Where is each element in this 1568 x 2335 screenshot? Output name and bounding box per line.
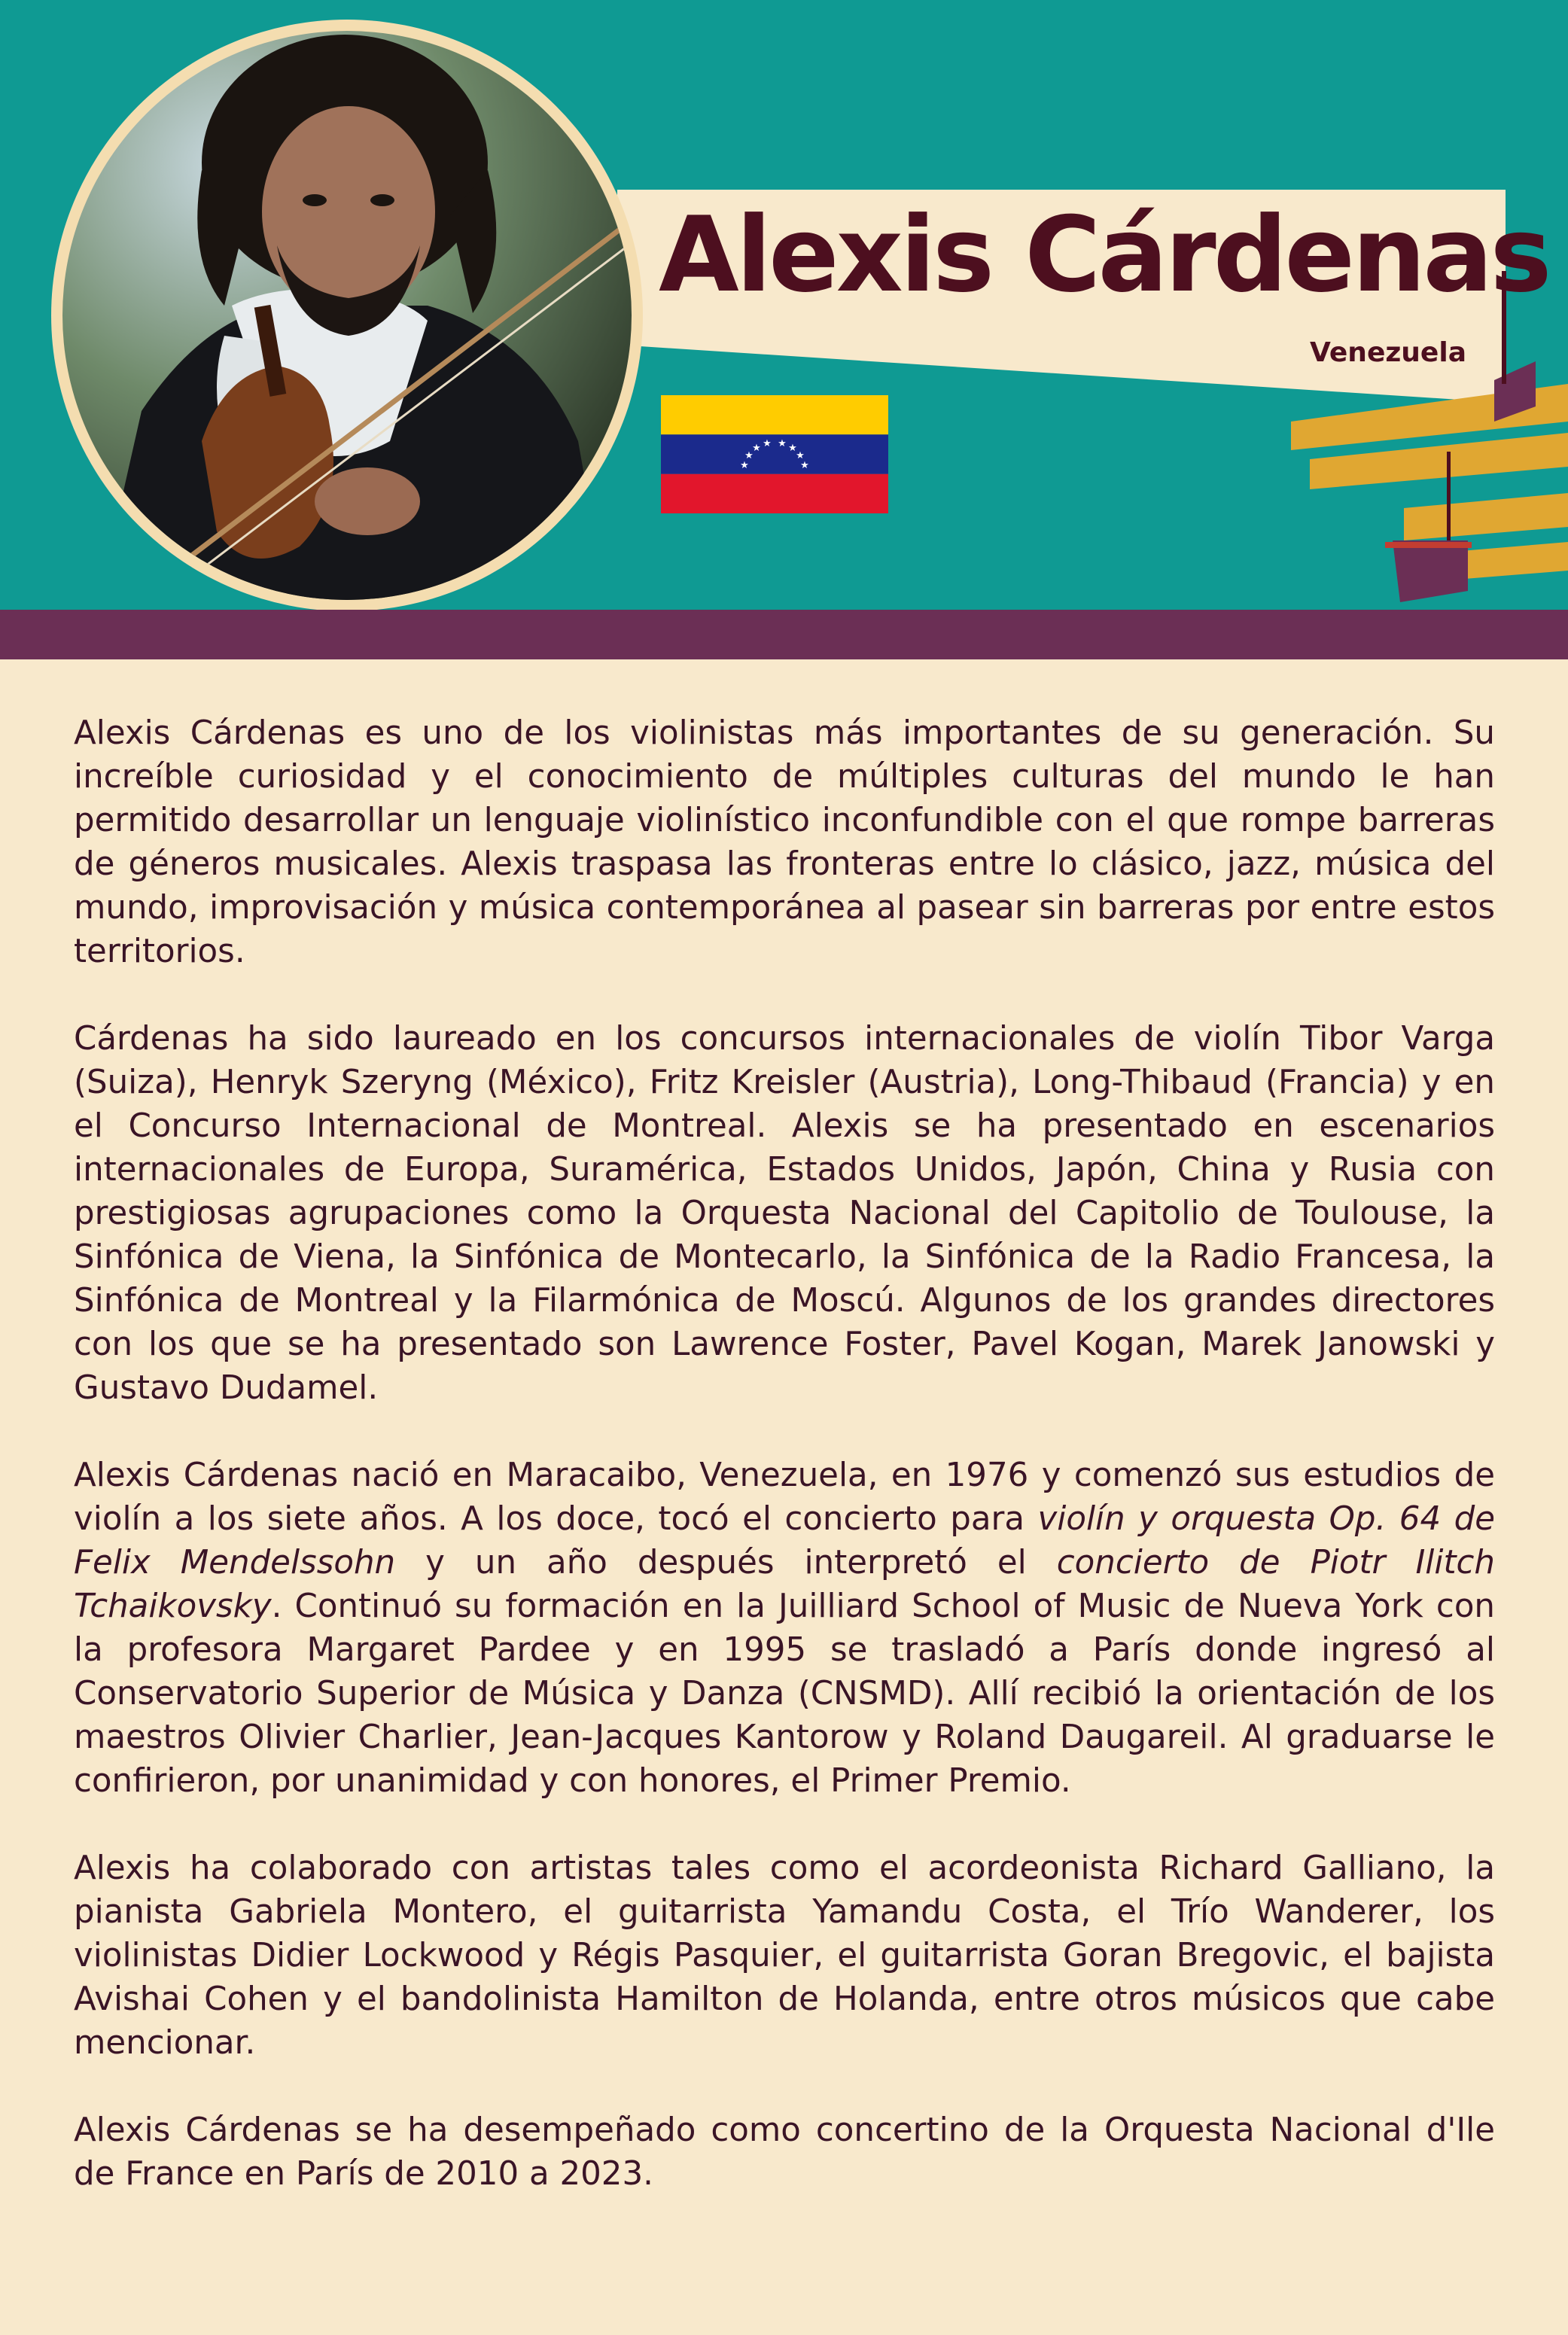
svg-text:★: ★ bbox=[796, 450, 805, 461]
bio-paragraph-3 bbox=[74, 1454, 1495, 1803]
bio-paragraph-1: Alexis Cárdenas es uno de los violinistas más importantes de su generación. Su increíble curiosidad y el conocimiento de múltiples culturas del mundo le han permitido desarrollar un lenguaje violinístico inconfundible con el que rompe barreras de géneros musicales. Alexis traspasa las fronteras entre lo clásico, jazz, música del mundo, improvisación y música contemporánea al pasear sin barreras por entre estos territorios. bbox=[74, 714, 1495, 970]
svg-text:★: ★ bbox=[763, 438, 772, 449]
artist-name: Alexis Cárdenas bbox=[659, 194, 1549, 315]
bio-paragraph-2: Cárdenas ha sido laureado en los concursos internacionales de violín Tibor Varga (Suiza), Henryk Szeryng (México), Fritz Kreisler (Austria), Long-Thibaud (Francia) y en el Concurso Internacional de Montreal. Alexis se ha presentado en escenarios internacionales de Europa, Suramérica, Estados Unidos, Japón, China y Rusia con prestigiosas agrupaciones como la Orquesta Nacional del Capitolio de Toulouse, la Sinfónica de Viena, la Sinfónica de Montecarlo, la Sinfónica de la Radio Francesa, la Sinfónica de Montreal y la Filarmónica de Moscú. Algunos de los grandes directores con los que se ha presentado son Lawrence Foster, Pavel Kogan, Marek Janowski y Gustavo Dudamel. bbox=[74, 1020, 1495, 1407]
violinist-portrait-icon bbox=[51, 20, 643, 611]
bio-p3-text-a: Alexis Cárdenas nació en Maracaibo, Venezuela, en 1976 y comenzó sus estudios de violín a los siete años. A los doce, tocó el concierto para bbox=[74, 1457, 1495, 1538]
bio-paragraph-5: Alexis Cárdenas se ha desempeñado como concertino de la Orquesta Nacional d'Ile de France en París de 2010 a 2023. bbox=[74, 2111, 1495, 2193]
svg-text:★: ★ bbox=[800, 460, 809, 471]
svg-text:★: ★ bbox=[752, 443, 761, 454]
biography bbox=[74, 711, 1495, 2196]
bio-p3-text-e: . Continuó su formación en la Juilliard School of Music de Nueva York con la profesora Margaret Pardee y en 1995 se trasladó a París donde ingresó al Conservatorio Superior de Música y Danza (CNSMD). Allí recibió la orientación de los maestros Olivier Charlier, Jean-Jacques Kantorow y Roland Daugareil. Al graduarse le confirieron, por unanimidad y con honores, el Primer Premio. bbox=[74, 1588, 1495, 1800]
portrait-photo bbox=[51, 20, 643, 611]
svg-text:★: ★ bbox=[778, 438, 787, 449]
bio-p3-work-tchaikovsky: concierto de Piotr Ilitch Tchaikovsky bbox=[74, 1544, 1495, 1625]
svg-text:★: ★ bbox=[788, 443, 797, 454]
header-divider-band bbox=[0, 610, 1568, 659]
bio-p3-work-mendelssohn: violín y orquesta Op. 64 de Felix Mendelssohn bbox=[74, 1500, 1495, 1582]
svg-text:★: ★ bbox=[740, 460, 749, 471]
bio-paragraph-4: Alexis ha colaborado con artistas tales como el acordeonista Richard Galliano, la pianista Gabriela Montero, el guitarrista Yamandu Costa, el Trío Wanderer, los violinistas Didier Lockwood y Régis Pasquier, el guitarrista Goran Bregovic, el bajista Avishai Cohen y el bandolinista Hamilton de Holanda, entre otros músicos que cabe mencionar. bbox=[74, 1849, 1495, 2062]
bio-p3-text-c: y un año después interpretó el bbox=[395, 1544, 1057, 1582]
venezuela-flag-icon bbox=[661, 395, 888, 513]
artist-country: Venezuela bbox=[1310, 337, 1466, 368]
svg-text:★: ★ bbox=[744, 450, 754, 461]
